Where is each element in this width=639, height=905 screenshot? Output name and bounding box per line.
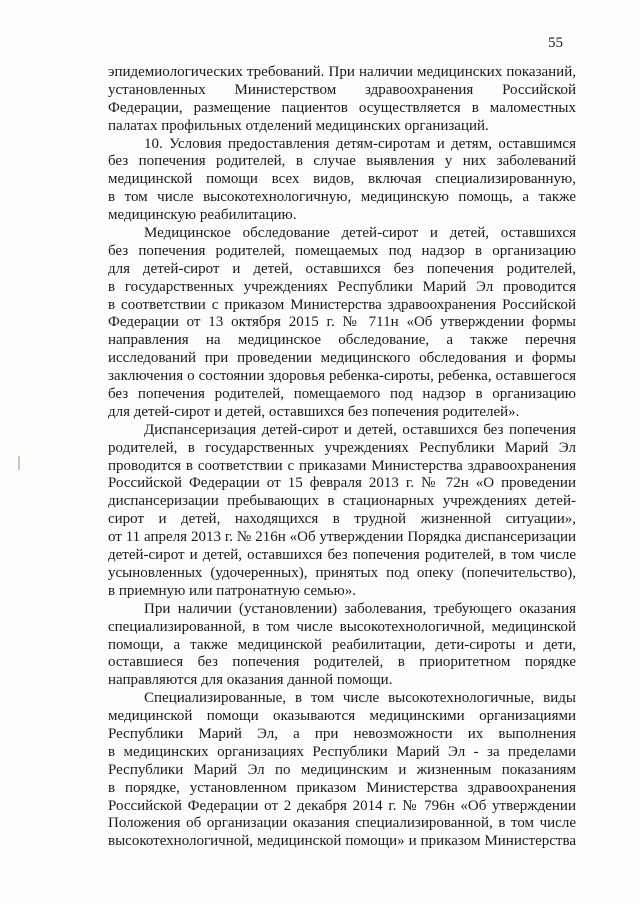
text-line: Российской Федерации от 15 февраля 2013 г. № 72н «О проведении bbox=[108, 475, 576, 492]
text-line: Федерации, размещение пациентов осуществляется в маломестных bbox=[108, 99, 576, 116]
text-line: сирот и детей, находящихся в трудной жизненной ситуации», bbox=[108, 511, 576, 528]
text-line: специализированной, в том числе высокотехнологичной, медицинской bbox=[108, 618, 576, 635]
text-line: Специализированные, в том числе высокотехнологичные, виды bbox=[144, 690, 576, 707]
text-line: Медицинское обследование детей-сирот и детей, оставшихся bbox=[144, 225, 576, 242]
text-line: без попечения родителей, помещаемого под надзор в организацию bbox=[108, 386, 576, 403]
text-line: медицинскую реабилитацию. bbox=[108, 207, 297, 224]
text-line: в государственных учреждениях Республики Марий Эл проводится bbox=[108, 278, 576, 295]
text-line: эпидемиологических требований. При наличии медицинских показаний, bbox=[108, 64, 576, 80]
text-line: в том числе высокотехнологичную, медицинскую помощь, а также bbox=[108, 189, 576, 206]
text-line: исследований при проведении медицинского обследования и формы bbox=[108, 350, 576, 367]
body-text bbox=[108, 64, 576, 851]
text-line: заключения о состоянии здоровья ребенка-сироты, ребенка, оставшегося bbox=[108, 368, 576, 385]
text-line: палатах профильных отделений медицинских организаций. bbox=[108, 117, 489, 134]
text-line: Диспансеризация детей-сирот и детей, оставшихся без попечения bbox=[144, 421, 576, 438]
text-line: высокотехнологичной, медицинской помощи» и приказом Министерства bbox=[108, 833, 576, 850]
text-line: проводится в соответствии с приказами Министерства здравоохранения bbox=[108, 457, 576, 474]
text-line: Республики Марий Эл, а при невозможности их выполнения bbox=[108, 725, 576, 742]
text-line: Федерации от 13 октября 2015 г. № 711н «Об утверждении формы bbox=[108, 314, 576, 331]
text-line: без попечения родителей, в случае выявления у них заболеваний bbox=[108, 153, 576, 170]
text-line: 10. Условия предоставления детям-сиротам и детям, оставшимся bbox=[144, 135, 576, 152]
text-line: родителей, в государственных учреждениях Республики Марий Эл bbox=[108, 439, 576, 456]
text-line: направления на медицинское обследование, а также перечня bbox=[108, 332, 576, 349]
text-line: диспансеризации пребывающих в стационарных учреждениях детей- bbox=[108, 493, 576, 510]
page-number: 55 bbox=[548, 35, 563, 51]
text-line: для детей-сирот и детей, оставшихся без попечения родителей, bbox=[108, 260, 576, 277]
text-line: При наличии (установлении) заболевания, требующего оказания bbox=[144, 600, 576, 617]
text-line: Республики Марий Эл по медицинским и жизненным показаниям bbox=[108, 761, 576, 778]
text-line: в медицинских организациях Республики Марий Эл - за пределами bbox=[108, 743, 576, 760]
text-line: Положения об организации оказания специализированной, в том числе bbox=[108, 815, 576, 832]
text-line: детей-сирот и детей, оставшихся без попечения родителей, в том числе bbox=[108, 547, 576, 564]
text-line: медицинской помощи всех видов, включая специализированную, bbox=[108, 171, 576, 188]
text-line: медицинской помощи оказываются медицинскими организациями bbox=[108, 708, 576, 725]
text-line: помощи, а также медицинской реабилитации, дети-сироты и дети, bbox=[108, 636, 576, 653]
text-line: в приемную или патронатную семью». bbox=[108, 582, 356, 599]
text-line: в соответствии с приказом Министерства здравоохранения Российской bbox=[108, 296, 576, 313]
text-line: установленных Министерством здравоохранения Российской bbox=[108, 81, 576, 98]
scan-artifact-mark bbox=[18, 456, 20, 470]
text-line: от 11 апреля 2013 г. № 216н «Об утверждении Порядка диспансеризации bbox=[108, 529, 576, 546]
text-line: усыновленных (удочеренных), принятых под опеку (попечительство), bbox=[108, 564, 576, 581]
text-line: Российской Федерации от 2 декабря 2014 г. № 796н «Об утверждении bbox=[108, 797, 576, 814]
text-line: для детей-сирот и детей, оставшихся без попечения родителей». bbox=[108, 403, 520, 420]
text-line: в порядке, установленном приказом Министерства здравоохранения bbox=[108, 779, 576, 796]
text-line: без попечения родителей, помещаемых под надзор в организацию bbox=[108, 242, 576, 259]
text-line: оставшиеся без попечения родителей, в приоритетном порядке bbox=[108, 654, 576, 671]
text-line: направляются для оказания данной помощи. bbox=[108, 672, 393, 689]
